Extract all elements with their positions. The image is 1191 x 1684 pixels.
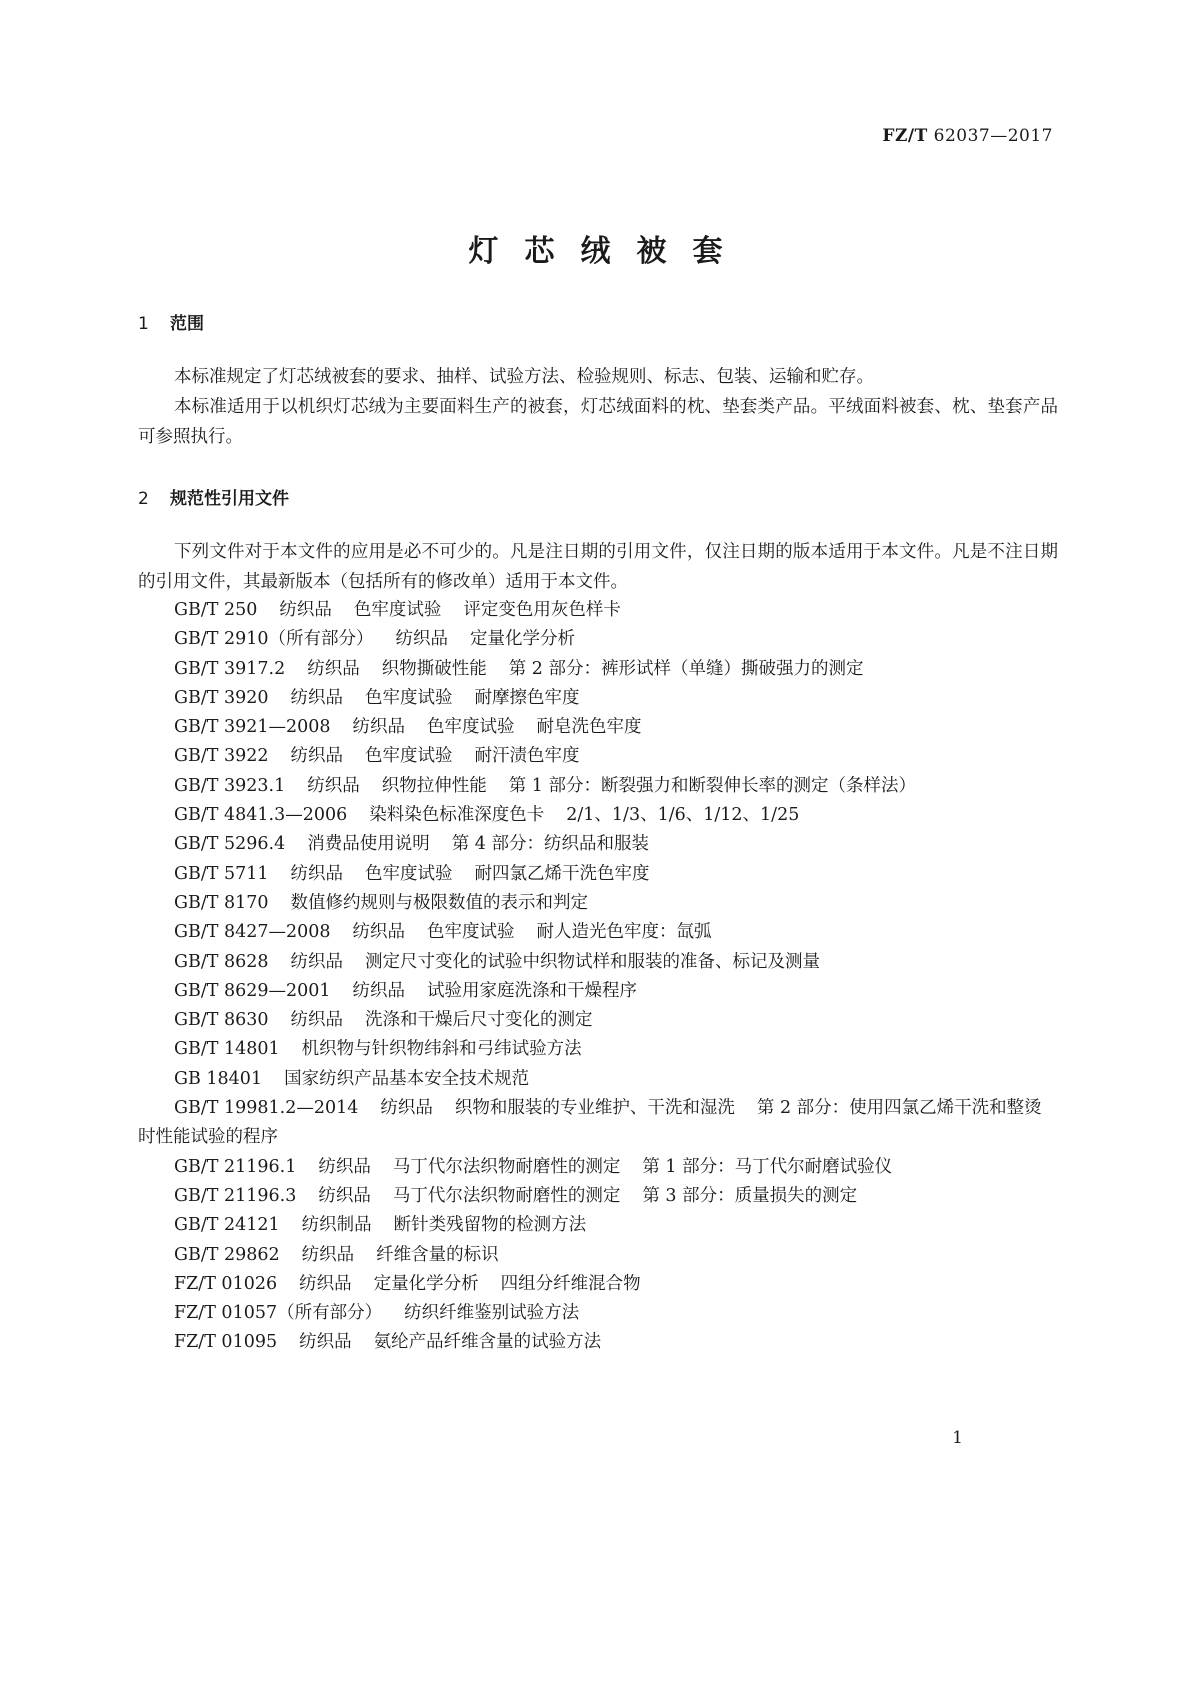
standard-prefix: FZ/T	[882, 126, 928, 146]
reference-code: GB/T 4841.3—2006	[174, 805, 348, 826]
reference-title-part: 耐摩擦色牢度	[474, 687, 580, 708]
reference-title-part: 染料染色标准深度色卡	[369, 805, 545, 826]
reference-title-part: 纺织品	[290, 746, 344, 767]
section-number: 2	[138, 489, 149, 509]
reference-list	[138, 596, 1058, 1358]
page-number: 1	[952, 1428, 963, 1448]
reference-title-part: 纺织品	[352, 922, 406, 943]
reference-item	[138, 1299, 1058, 1328]
reference-item	[138, 1065, 1058, 1094]
reference-item	[138, 1035, 1058, 1064]
reference-code: FZ/T 01026	[174, 1273, 278, 1294]
standard-number	[882, 126, 1053, 146]
reference-code: GB 18401	[174, 1068, 263, 1089]
reference-item	[138, 684, 1058, 713]
references-intro-paragraph: 下列文件对于本文件的应用是必不可少的。凡是注日期的引用文件，仅注日期的版本适用于本文件。凡是不注日期的引用文件，其最新版本（包括所有的修改单）适用于本文件。	[138, 542, 1058, 592]
reference-item	[138, 655, 1058, 684]
reference-code: GB/T 14801	[174, 1039, 280, 1060]
reference-title-part: 第 2 部分：使用四氯乙烯干洗和整烫时性能试验的程序	[138, 1098, 1042, 1148]
reference-item	[138, 596, 1058, 625]
reference-title-part: 纺织品	[318, 1185, 371, 1206]
reference-title-part: 纺织品	[290, 951, 344, 972]
reference-title-part: 试验用家庭洗涤和干燥程序	[427, 980, 638, 1001]
reference-item	[138, 1241, 1058, 1270]
reference-code: GB/T 2910（所有部分）	[174, 629, 374, 650]
reference-title-part: 定量化学分析	[373, 1273, 479, 1294]
reference-title-part: 纺织品	[299, 1273, 352, 1294]
reference-title-part: 数值修约规则与极限数值的表示和判定	[290, 892, 589, 913]
reference-item	[138, 1094, 1058, 1153]
reference-code: GB/T 5296.4	[174, 834, 286, 855]
reference-title-part: 织物和服装的专业维护、干洗和湿洗	[454, 1098, 735, 1119]
reference-code: GB/T 5711	[174, 863, 269, 884]
reference-title-part: 织物撕破性能	[381, 658, 487, 679]
reference-item	[138, 1270, 1058, 1299]
reference-item	[138, 1211, 1058, 1240]
reference-title-part: 2/1、1/3、1/6、1/12、1/25	[566, 805, 800, 826]
reference-item	[138, 1182, 1058, 1211]
section-title: 规范性引用文件	[170, 489, 289, 509]
reference-title-part: 纺织制品	[301, 1215, 372, 1236]
reference-item	[138, 742, 1058, 771]
scope-paragraph: 本标准规定了灯芯绒被套的要求、抽样、试验方法、检验规则、标志、包装、运输和贮存。	[174, 367, 874, 387]
reference-title-part: 测定尺寸变化的试验中织物试样和服装的准备、标记及测量	[365, 951, 821, 972]
reference-title-part: 色牢度试验	[365, 863, 453, 884]
reference-title-part: 机织物与针织物纬斜和弓纬试验方法	[301, 1039, 582, 1060]
reference-item	[138, 918, 1058, 947]
reference-code: GB/T 19981.2—2014	[174, 1098, 359, 1119]
reference-item	[138, 625, 1058, 654]
section-heading-scope	[138, 309, 204, 334]
reference-code: GB/T 21196.3	[174, 1185, 297, 1206]
reference-title-part: 断针类残留物的检测方法	[393, 1215, 587, 1236]
reference-title-part: 纺织品	[352, 980, 406, 1001]
reference-title-part: 第 3 部分：质量损失的测定	[642, 1185, 858, 1206]
reference-item	[138, 1153, 1058, 1182]
reference-title-part: 国家纺织产品基本安全技术规范	[284, 1068, 530, 1089]
reference-title-part: 耐汗渍色牢度	[474, 746, 580, 767]
reference-title-part: 织物拉伸性能	[381, 775, 487, 796]
reference-item	[138, 1006, 1058, 1035]
scope-paragraph: 本标准适用于以机织灯芯绒为主要面料生产的被套，灯芯绒面料的枕、垫套类产品。平绒面料被套、枕、垫套产品可参照执行。	[138, 397, 1058, 447]
reference-item	[138, 801, 1058, 830]
reference-code: GB/T 8629—2001	[174, 980, 331, 1001]
reference-title-part: 纺织品	[307, 658, 360, 679]
reference-title-part: 马丁代尔法织物耐磨性的测定	[392, 1156, 621, 1177]
reference-title-part: 耐皂洗色牢度	[536, 717, 642, 738]
reference-item	[138, 977, 1058, 1006]
reference-code: GB/T 8630	[174, 1010, 269, 1031]
reference-title-part: 评定变色用灰色样卡	[463, 600, 621, 620]
reference-item	[138, 772, 1058, 801]
reference-code: FZ/T 01095	[174, 1332, 278, 1353]
reference-title-part: 纺织品	[290, 687, 344, 708]
reference-code: GB/T 8170	[174, 892, 269, 913]
reference-code: GB/T 8427—2008	[174, 922, 331, 943]
reference-title-part: 第 1 部分：马丁代尔耐磨试验仪	[642, 1156, 893, 1177]
reference-code: GB/T 29862	[174, 1244, 280, 1265]
reference-code: GB/T 3922	[174, 746, 269, 767]
section-number: 1	[138, 314, 149, 334]
reference-title-part: 纺织纤维鉴别试验方法	[404, 1303, 580, 1324]
reference-code: GB/T 3923.1	[174, 775, 286, 796]
reference-title-part: 色牢度试验	[427, 922, 515, 943]
reference-title-part: 第 1 部分：断裂强力和断裂伸长率的测定（条样法）	[508, 775, 916, 796]
reference-item	[138, 1328, 1058, 1357]
reference-title-part: 马丁代尔法织物耐磨性的测定	[392, 1185, 621, 1206]
reference-title-part: 纺织品	[279, 600, 332, 620]
reference-code: GB/T 24121	[174, 1215, 280, 1236]
reference-title-part: 氨纶产品纤维含量的试验方法	[373, 1332, 602, 1353]
reference-item	[138, 889, 1058, 918]
document-title: 灯芯绒被套	[468, 234, 749, 269]
reference-code: GB/T 21196.1	[174, 1156, 297, 1177]
reference-title-part: 纤维含量的标识	[376, 1244, 499, 1265]
reference-title-part: 纺织品	[299, 1332, 352, 1353]
reference-title-part: 纺织品	[290, 1010, 344, 1031]
reference-code: GB/T 8628	[174, 951, 269, 972]
reference-item	[138, 713, 1058, 742]
reference-title-part: 第 2 部分：裤形试样（单缝）撕破强力的测定	[508, 658, 864, 679]
reference-title-part: 四组分纤维混合物	[500, 1273, 641, 1294]
reference-title-part: 色牢度试验	[365, 687, 453, 708]
reference-item	[138, 830, 1058, 859]
reference-code: GB/T 3920	[174, 687, 269, 708]
reference-title-part: 第 4 部分：纺织品和服装	[451, 834, 649, 855]
reference-code: GB/T 3921—2008	[174, 717, 331, 738]
section-title: 范围	[170, 314, 204, 334]
reference-title-part: 定量化学分析	[470, 629, 576, 650]
reference-title-part: 纺织品	[395, 629, 449, 650]
reference-code: GB/T 3917.2	[174, 658, 286, 679]
reference-code: FZ/T 01057（所有部分）	[174, 1303, 383, 1324]
reference-title-part: 耐人造光色牢度：氙弧	[536, 922, 712, 943]
reference-title-part: 纺织品	[301, 1244, 355, 1265]
section-heading-normative-references	[138, 484, 289, 509]
reference-title-part: 洗涤和干燥后尺寸变化的测定	[365, 1010, 593, 1031]
reference-item	[138, 948, 1058, 977]
reference-title-part: 色牢度试验	[365, 746, 453, 767]
reference-title-part: 纺织品	[290, 863, 344, 884]
reference-title-part: 纺织品	[352, 717, 406, 738]
reference-title-part: 纺织品	[380, 1098, 433, 1119]
reference-title-part: 纺织品	[307, 775, 360, 796]
reference-title-part: 色牢度试验	[353, 600, 442, 620]
reference-title-part: 消费品使用说明	[307, 834, 430, 855]
reference-item	[138, 860, 1058, 889]
reference-title-part: 耐四氯乙烯干洗色牢度	[474, 863, 650, 884]
reference-title-part: 纺织品	[318, 1156, 371, 1177]
reference-code: GB/T 250	[174, 600, 258, 620]
standard-code: 62037—2017	[933, 126, 1053, 146]
reference-title-part: 色牢度试验	[427, 717, 515, 738]
